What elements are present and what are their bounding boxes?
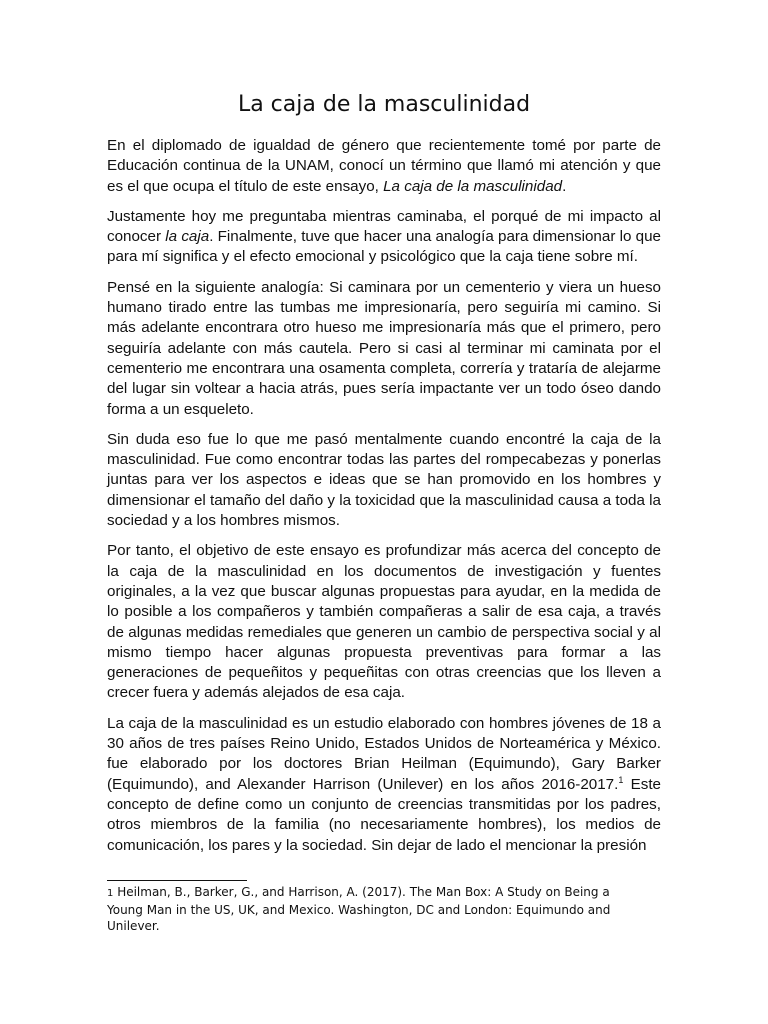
paragraph-6-end: Este concepto de define como un conjunto de creencias transmitidas por los padres, otros miembros de la familia (no necesariamente hombres), los medios de comunicación, los pares y la sociedad. Sin dejar de lado el mencionar la presión [107,775,661,854]
paragraph-5: Por tanto, el objetivo de este ensayo es profundizar más acerca del concepto de la caja de la masculinidad en los documentos de investigación y fuentes originales, a la vez que buscar algunas propuestas para ayudar, en la medida de lo posible a los compañeros y también compañeras a salir de esa caja, a través de algunas medidas remediales que generen un cambio de perspectiva social y al mismo tiempo hacer algunas propuesta preventivas para formar a las generaciones de pequeñitos y pequeñitas con otras creencias que los lleven a crecer fuera y además alejados de esa caja. [107,542,661,702]
footnote-text: Heilman, B., Barker, G., and Harrison, A. (2017). The Man Box: A Study on Being a Young Man in the US, UK, and Mexico. Washington, DC and London: Equimundo and Unilever. [107,885,611,933]
document-title: La caja de la masculinidad [237,92,531,117]
paragraph-1-italic: La caja de la masculinidad [383,177,563,195]
footnote-mark: 1 [107,888,114,899]
paragraph-4: Sin duda eso fue lo que me pasó mentalmente cuando encontré la caja de la masculinidad. Fue como encontrar todas las partes del rompecabezas y ponerlas juntas para ver los aspectos e ideas que se han promovido en los hombres y dimensionar el tamaño del daño y la toxicidad que la masculinidad causa a toda la sociedad y a los hombres mismos. [107,430,661,530]
paragraph-2-italic: la caja [165,228,210,246]
paragraph-2 [107,207,661,268]
paragraph-3: Pensé en la siguiente analogía: Si caminara por un cementerio y viera un hueso humano tirado entre las tumbas me impresionaría, pero seguiría mi camino. Si más adelante encontrara otro hueso me impresionaría más que el primero, pero seguiría adelante con más cautela. Pero si casi al terminar mi caminata por el cementerio me encontrara una osamenta completa, correría y trataría de alejarme del lugar sin voltear a hacia atrás, pues sería impactante ver un todo óseo dando forma a un esqueleto. [107,278,661,418]
footnote-separator [107,880,247,881]
paragraph-1-end: . [562,177,567,195]
paragraph-6-text: La caja de la masculinidad es un estudio elaborado con hombres jóvenes de 18 a 30 años de tres países Reino Unido, Estados Unidos de Norteamérica y México. fue elaborado por los doctores Brian Heilman (Equimundo), Gary Barker (Equimundo), and Alexander Harrison (Unilever) en los años 2016-2017. [107,714,661,793]
footnote-reference[interactable]: 1 [618,774,624,785]
paragraph-6 [107,714,661,856]
paragraph-1-text: En el diplomado de igualdad de género que recientemente tomé por parte de Educación continua de la UNAM, conocí un término que llamó mi atención y que es el que ocupa el título de este ensayo, [107,137,661,195]
paragraph-2-end: . Finalmente, tuve que hacer una analogía para dimensionar lo que para mí significa y el efecto emocional y psicológico que la caja tiene sobre mí. [107,228,661,266]
footnote [107,884,647,934]
paragraph-1 [107,136,661,197]
document-body [107,88,661,866]
paragraph-2-text: Justamente hoy me preguntaba mientras caminaba, el porqué de mi impacto al conocer [107,207,661,246]
